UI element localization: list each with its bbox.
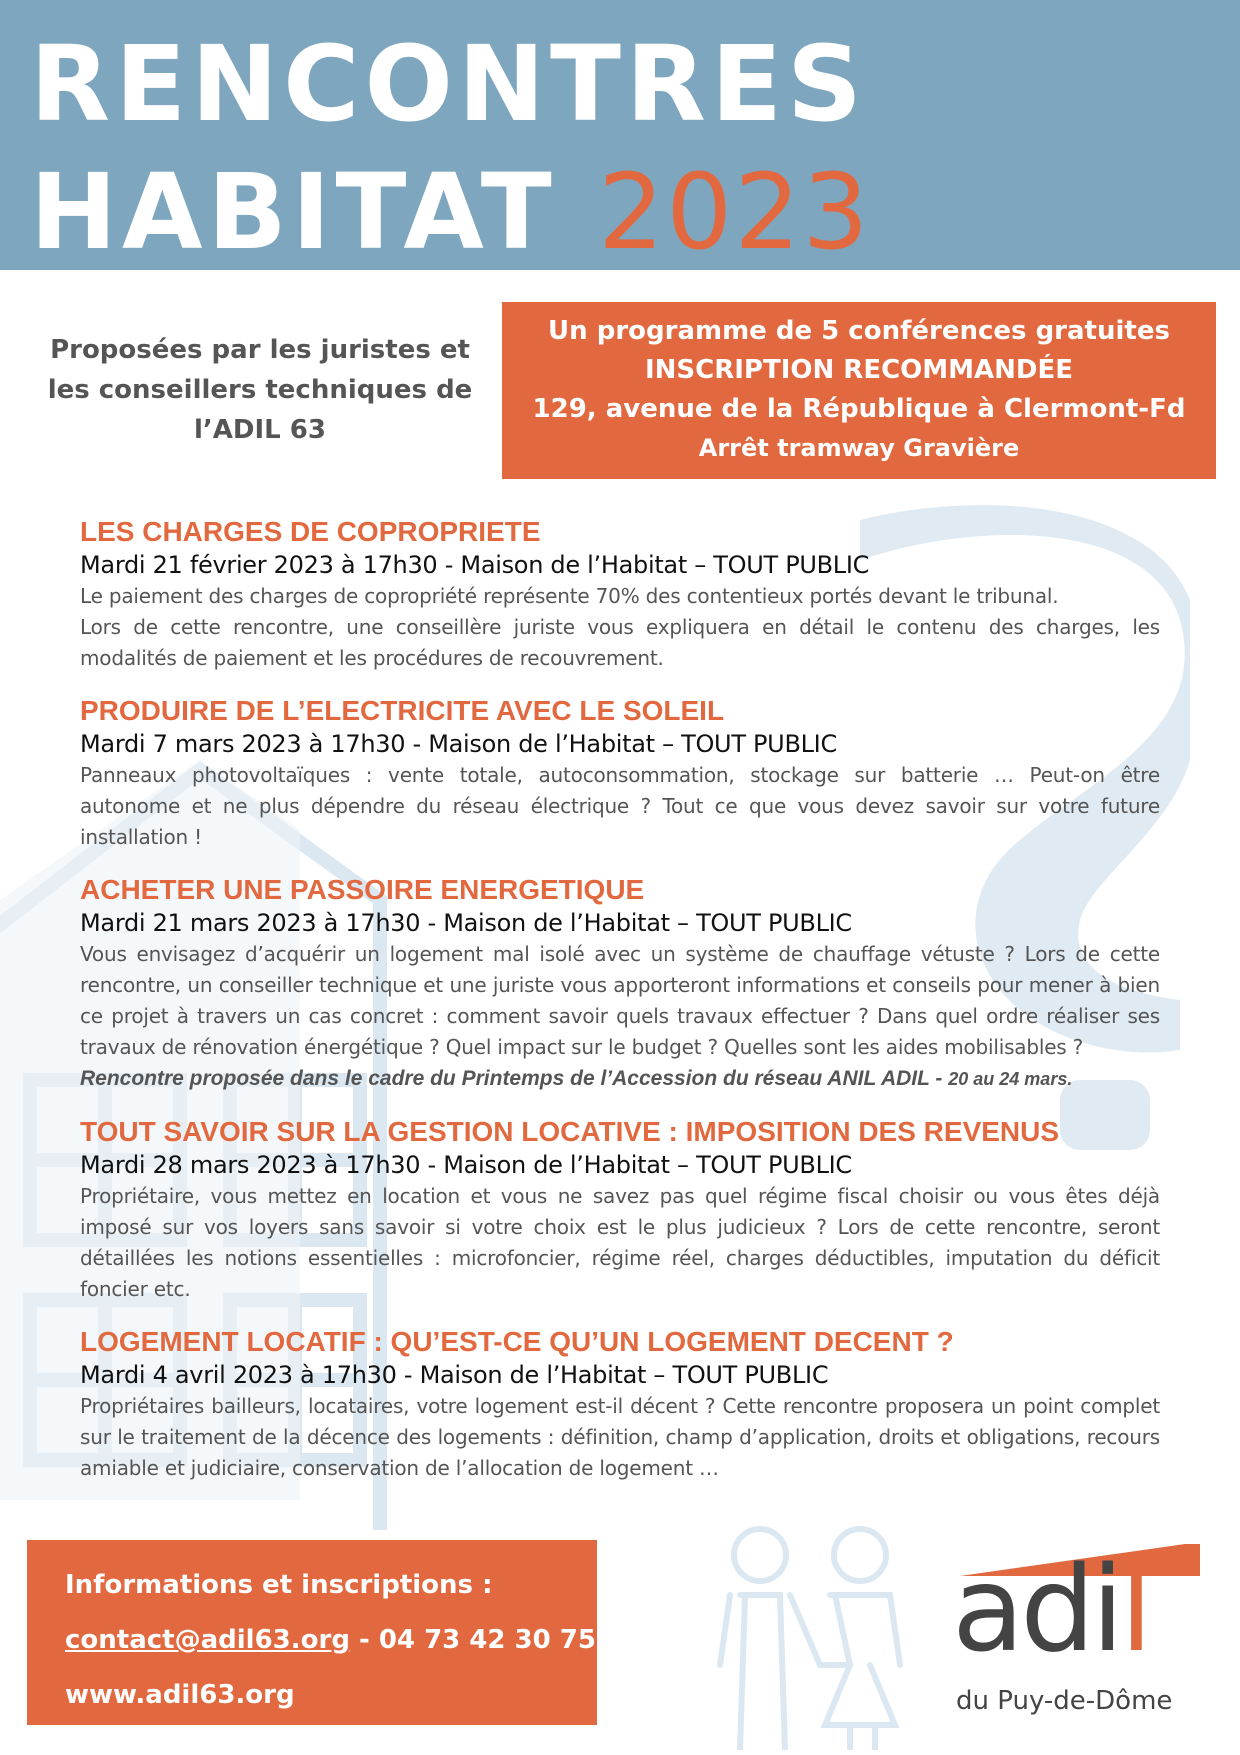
conference-note bbox=[80, 1063, 1160, 1095]
conference-date: Mardi 7 mars 2023 à 17h30 - Maison de l’Habitat – TOUT PUBLIC bbox=[80, 730, 837, 758]
conference-description: Lors de cette rencontre, une conseillère juriste vous expliquera en détail le contenu des charges, les modalités de paiement et les procédures de recouvrement. bbox=[80, 615, 1160, 670]
conference-item bbox=[80, 1115, 1160, 1305]
venue-address: 129, avenue de la République à Clermont-Fd bbox=[532, 394, 1186, 424]
conference-item bbox=[80, 694, 1160, 853]
conference-description: Vous envisagez d’acquérir un logement mal isolé avec un système de chauffage vétuste ? Lors de cette rencontre, un conseiller technique et une juriste vous apporteront informations et conseils pour mener à bien ce projet à travers un cas concret : comment savoir quels travaux effectuer ? Dans quel ordre réaliser ses travaux de rénovation énergétique ? Quel impact sur le budget ? Quelles sont les aides mobilisables ? bbox=[80, 942, 1160, 1059]
page-title-line1: RENCONTRES bbox=[30, 23, 867, 145]
conference-description: Propriétaire, vous mettez en location et vous ne savez pas quel régime fiscal choisir ou vous êtes déjà imposé sur vos loyers sans savoir si votre choix est le plus judicieux ? Lors de cette rencontre, seront détaillées les notions essentielles : microfoncier, régime réel, charges déductibles, imputation du déficit foncier etc. bbox=[80, 1184, 1160, 1301]
intro-line: l’ADIL 63 bbox=[194, 415, 326, 445]
conference-date: Mardi 21 mars 2023 à 17h30 - Maison de l’Habitat – TOUT PUBLIC bbox=[80, 909, 852, 937]
conference-description: Propriétaires bailleurs, locataires, votre logement est-il décent ? Cette rencontre proposera un point complet sur le traitement de la décence des logements : définition, champ d’application, droits et obligations, recours amiable et judiciaire, conservation de l’allocation de logement … bbox=[80, 1394, 1160, 1480]
conference-title: LOGEMENT LOCATIF : QU’EST-CE QU’UN LOGEMENT DECENT ? bbox=[80, 1326, 954, 1357]
conference-item bbox=[80, 515, 1160, 674]
conference-title: TOUT SAVOIR SUR LA GESTION LOCATIVE : IMPOSITION DES REVENUS bbox=[80, 1116, 1060, 1147]
intro-line: Proposées par les juristes et bbox=[50, 335, 470, 365]
contact-line bbox=[65, 1613, 616, 1668]
conference-item bbox=[80, 873, 1160, 1095]
intro-text bbox=[40, 330, 480, 450]
contact-box bbox=[27, 1540, 616, 1725]
adil-logo bbox=[940, 1536, 1220, 1726]
conference-description: Le paiement des charges de copropriété représente 70% des contentieux portés devant le tribunal. bbox=[80, 584, 1059, 608]
logo-wordmark-accent: l bbox=[1120, 1540, 1149, 1678]
conference-date: Mardi 28 mars 2023 à 17h30 - Maison de l’Habitat – TOUT PUBLIC bbox=[80, 1151, 852, 1179]
people-illustration bbox=[700, 1515, 920, 1750]
phone-number: - 04 73 42 30 75 - bbox=[349, 1625, 616, 1655]
header-banner bbox=[0, 0, 1240, 273]
conference-item bbox=[80, 1325, 1160, 1484]
website-link[interactable]: www.adil63.org bbox=[65, 1680, 295, 1710]
conference-note-dates: 20 au 24 mars. bbox=[948, 1069, 1073, 1089]
page-title-line2 bbox=[30, 151, 871, 273]
conference-list bbox=[80, 515, 1160, 1504]
conference-description: Panneaux photovoltaïques : vente totale, autoconsommation, stockage sur batterie … Peut-on être autonome et ne plus dépendre du réseau électrique ? Tout ce que vous devez savoir sur votre future installation ! bbox=[80, 763, 1160, 849]
intro-line: les conseillers techniques de bbox=[47, 375, 473, 405]
conference-note-text: Rencontre proposée dans le cadre du Printemps de l’Accession du réseau ANIL ADIL - bbox=[80, 1067, 943, 1090]
program-summary: Un programme de 5 conférences gratuites bbox=[548, 316, 1170, 346]
contact-heading: Informations et inscriptions : bbox=[65, 1570, 493, 1600]
conference-date: Mardi 21 février 2023 à 17h30 - Maison de l’Habitat – TOUT PUBLIC bbox=[80, 551, 870, 579]
page-title-year: 2023 bbox=[597, 151, 871, 273]
logo-wordmark bbox=[952, 1540, 1149, 1678]
logo-subtitle: du Puy-de-Dôme bbox=[956, 1686, 1173, 1716]
conference-title: ACHETER UNE PASSOIRE ENERGETIQUE bbox=[80, 874, 645, 905]
page-title-habitat: HABITAT bbox=[30, 151, 557, 273]
conference-title: PRODUIRE DE L’ELECTRICITE AVEC LE SOLEIL bbox=[80, 695, 725, 726]
logo-wordmark-main: adi bbox=[952, 1540, 1120, 1678]
tram-stop: Arrêt tramway Gravière bbox=[698, 434, 1020, 462]
program-info-box bbox=[502, 302, 1216, 479]
conference-date: Mardi 4 avril 2023 à 17h30 - Maison de l’Habitat – TOUT PUBLIC bbox=[80, 1361, 829, 1389]
registration-notice: INSCRIPTION RECOMMANDÉE bbox=[644, 355, 1073, 385]
conference-title: LES CHARGES DE COPROPRIETE bbox=[80, 516, 541, 547]
email-link[interactable]: contact@adil63.org bbox=[65, 1625, 350, 1655]
